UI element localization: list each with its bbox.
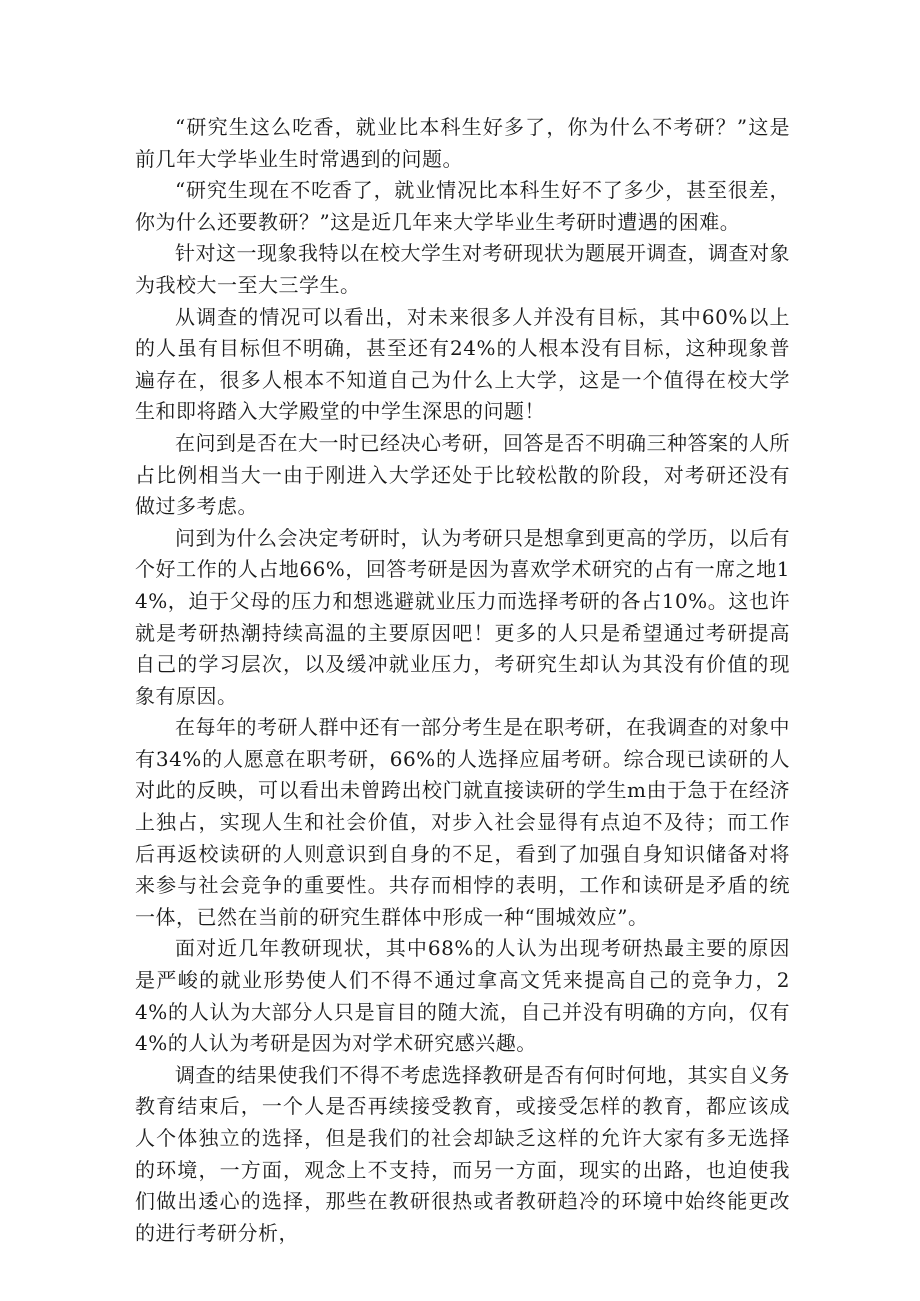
paragraph-5: 在问到是否在大一时已经决心考研，回答是否不明确三种答案的人所占比例相当大一由于刚进入大学还处于比较松散的阶段，对考研还没有做过多考虑。 — [135, 430, 790, 519]
paragraph-4: 从调查的情况可以看出，对未来很多人并没有目标，其中60%以上的人虽有目标但不明确，甚至还有24%的人根本没有目标，这种现象普遍存在，很多人根本不知道自己为什么上大学，这是一个值得在校大学生和即将踏入大学殿堂的中学生深思的问题！ — [135, 304, 790, 424]
paragraph-3: 针对这一现象我特以在校大学生对考研现状为题展开调查，调查对象为我校大一至大三学生。 — [135, 241, 790, 297]
paragraph-6: 问到为什么会决定考研时，认为考研只是想拿到更高的学历，以后有个好工作的人占地66%，回答考研是因为喜欢学术研究的占有一席之地14%，迫于父母的压力和想逃避就业压力而选择考研的各占10%。这也许就是考研热潮持续高温的主要原因吧！更多的人只是希望通过考研提高自己的学习层次，以及缓冲就业压力，考研究生却认为其没有价值的现象有原因。 — [135, 525, 790, 708]
paragraph-1: “研究生这么吃香，就业比本科生好多了，你为什么不考研？”这是前几年大学毕业生时常遇到的问题。 — [135, 115, 790, 171]
paragraph-9: 调查的结果使我们不得不考虑选择教研是否有何时何地，其实自义务教育结束后，一个人是否再续接受教育，或接受怎样的教育，都应该成人个体独立的选择，但是我们的社会却缺乏这样的允许大家有多无选择的环境，一方面，观念上不支持，而另一方面，现实的出路，也迫使我们做出逶心的选择，那些在教研很热或者教研趋冷的环境中始终能更改的进行考研分析， — [135, 1062, 790, 1245]
paragraph-2: “研究生现在不吃香了，就业情况比本科生好不了多少，甚至很差，你为什么还要教研？”这是近几年来大学毕业生考研时遭遇的困难。 — [135, 178, 790, 234]
article-body — [135, 112, 790, 1249]
paragraph-8: 面对近几年教研现状，其中68%的人认为出现考研热最主要的原因是严峻的就业形势使人们不得不通过拿高文凭来提高自己的竞争力，24%的人认为大部分人只是盲目的随大流，自己并没有明确的方向，仅有4%的人认为考研是因为对学术研究感兴趣。 — [135, 936, 790, 1056]
paragraph-7: 在每年的考研人群中还有一部分考生是在职考研，在我调查的对象中有34%的人愿意在职考研，66%的人选择应届考研。综合现已读研的人对此的反映，可以看出未曾跨出校门就直接读研的学生m由于急于在经济上独占，实现人生和社会价值，对步入社会显得有点迫不及待；而工作后再返校读研的人则意识到自身的不足，看到了加强自身知识储备对将来参与社会竞争的重要性。共存而相悖的表明，工作和读研是矛盾的统一体，已然在当前的研究生群体中形成一种“围城效应”。 — [135, 715, 790, 929]
